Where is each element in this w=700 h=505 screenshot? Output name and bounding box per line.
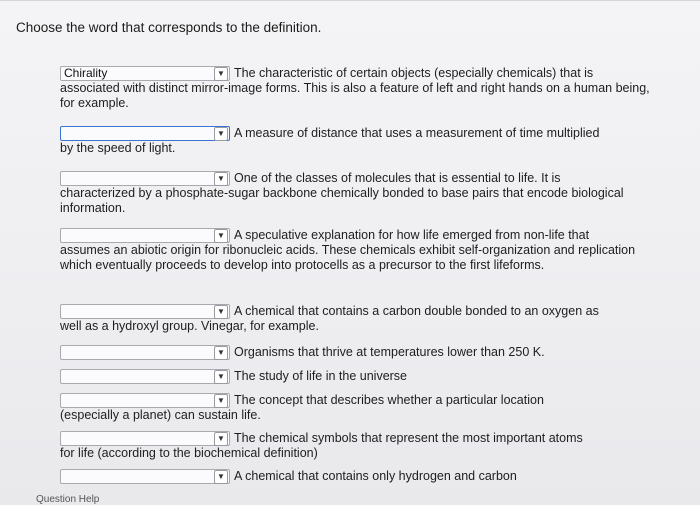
question-8 [60, 393, 650, 423]
chevron-down-icon: ▼ [214, 305, 228, 319]
definition-text-continued: characterized by a phosphate-sugar backbone chemically bonded to base pairs that encode biological information. [60, 186, 624, 215]
definition-text: Organisms that thrive at temperatures lower than 250 K. [234, 345, 545, 359]
chevron-down-icon: ▼ [214, 470, 228, 484]
definition-text: The chemical symbols that represent the most important atoms [234, 431, 583, 445]
chevron-down-icon: ▼ [214, 229, 228, 243]
instruction-text: Choose the word that corresponds to the definition. [16, 20, 322, 35]
answer-dropdown-6[interactable] [60, 345, 230, 360]
answer-dropdown-4[interactable] [60, 228, 230, 243]
chevron-down-icon: ▼ [214, 127, 228, 141]
definition-text: A chemical that contains a carbon double bonded to an oxygen as [234, 304, 599, 318]
definition-text: One of the classes of molecules that is essential to life. It is [234, 171, 561, 185]
question-6 [60, 345, 650, 360]
definition-text: The characteristic of certain objects (especially chemicals) that is [234, 66, 594, 80]
question-1 [60, 66, 650, 111]
answer-dropdown-3[interactable] [60, 171, 230, 186]
definition-text-continued: (especially a planet) can sustain life. [60, 408, 261, 422]
top-divider [0, 0, 700, 1]
question-2 [60, 126, 650, 156]
question-help-link[interactable]: Question Help [36, 494, 100, 505]
definition-text: A chemical that contains only hydrogen and carbon [234, 469, 517, 483]
definition-text: The concept that describes whether a particular location [234, 393, 544, 407]
definition-text-continued: associated with distinct mirror-image forms. This is also a feature of left and right hands on a human being, for example. [60, 81, 650, 110]
answer-dropdown-1[interactable] [60, 66, 230, 81]
definition-text-continued: by the speed of light. [60, 141, 176, 155]
question-4 [60, 228, 650, 273]
answer-dropdown-8[interactable] [60, 393, 230, 408]
question-10 [60, 469, 650, 484]
definition-text-continued: well as a hydroxyl group. Vinegar, for example. [60, 319, 319, 333]
definition-text: A measure of distance that uses a measurement of time multiplied [234, 126, 600, 140]
definition-text: A speculative explanation for how life emerged from non-life that [234, 228, 590, 242]
definition-text-continued: assumes an abiotic origin for ribonucleic acids. These chemicals exhibit self-organization and replication which eventually proceeds to develop into protocells as a precursor to the first lifeforms. [60, 243, 636, 272]
chevron-down-icon: ▼ [214, 394, 228, 408]
chevron-down-icon: ▼ [214, 346, 228, 360]
answer-dropdown-9[interactable] [60, 431, 230, 446]
chevron-down-icon: ▼ [214, 432, 228, 446]
question-7 [60, 369, 650, 384]
answer-dropdown-2[interactable] [60, 126, 230, 141]
answer-dropdown-5[interactable] [60, 304, 230, 319]
answer-dropdown-10[interactable] [60, 469, 230, 484]
selected-value: Chirality [64, 66, 108, 80]
question-3 [60, 171, 650, 216]
answer-dropdown-7[interactable] [60, 369, 230, 384]
chevron-down-icon: ▼ [214, 67, 228, 81]
question-9 [60, 431, 650, 461]
chevron-down-icon: ▼ [214, 172, 228, 186]
definition-text: The study of life in the universe [234, 369, 408, 383]
chevron-down-icon: ▼ [214, 370, 228, 384]
definition-text-continued: for life (according to the biochemical definition) [60, 446, 318, 460]
question-5 [60, 304, 650, 334]
